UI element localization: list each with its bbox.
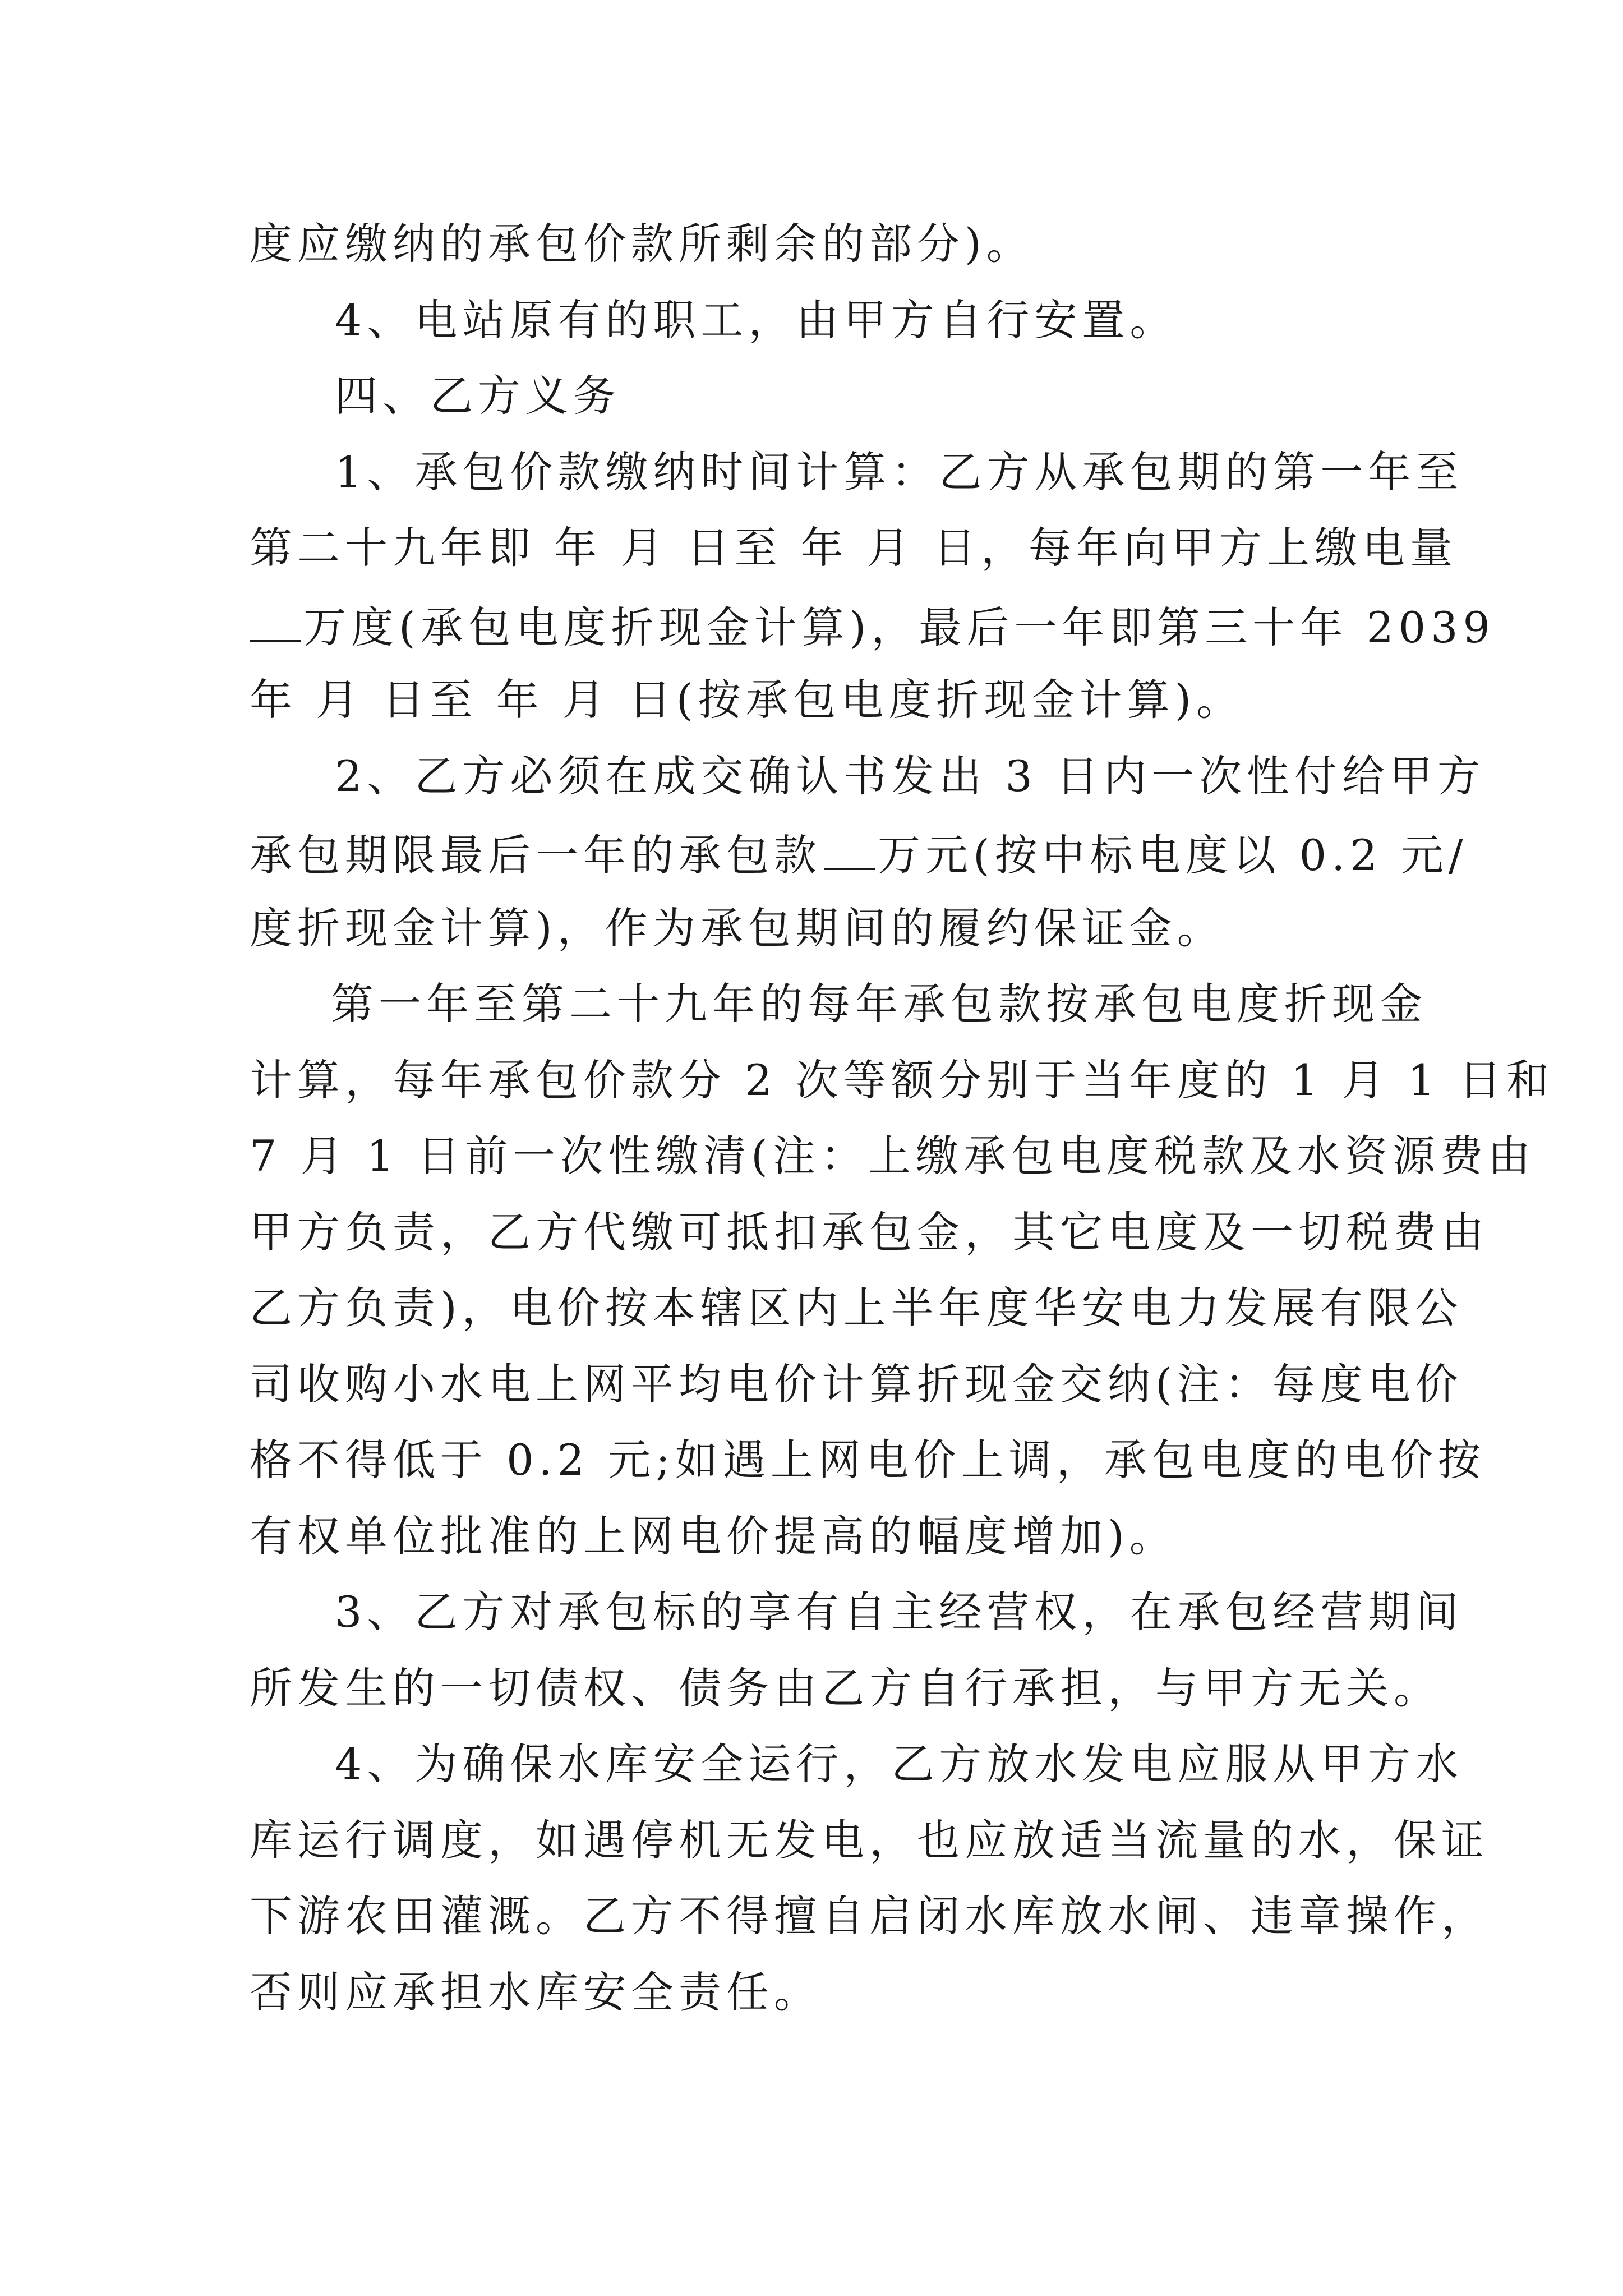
fill-in-blank	[250, 603, 301, 642]
paragraph-line: 有权单位批准的上网电价提高的幅度增加)。	[250, 1511, 1177, 1561]
paragraph-line: 年 月 日至 年 月 日(按承包电度折现金计算)。	[250, 675, 1244, 725]
paragraph-line: 4、为确保水库安全运行，乙方放水发电应服从甲方水	[335, 1739, 1464, 1789]
paragraph-line: 度折现金计算)，作为承包期间的履约保证金。	[250, 903, 1225, 953]
paragraph-line: 所发生的一切债权、债务由乙方自行承担，与甲方无关。	[250, 1663, 1441, 1713]
paragraph-line: 甲方负责，乙方代缴可抵扣承包金，其它电度及一切税费由	[250, 1207, 1489, 1257]
line-text: 万度(承包电度折现金计算)，最后一年即第三十年 2039	[303, 602, 1495, 652]
line-text: 承包期限最后一年的承包款	[250, 830, 822, 880]
paragraph-line: 3、乙方对承包标的享有自主经营权，在承包经营期间	[335, 1587, 1464, 1637]
paragraph-line: 7 月 1 日前一次性缴清(注：上缴承包电度税款及水资源费由	[250, 1131, 1536, 1181]
paragraph-line: 计算，每年承包价款分 2 次等额分别于当年度的 1 月 1 日和	[250, 1055, 1555, 1105]
paragraph-line: 第一年至第二十九年的每年承包款按承包电度折现金	[331, 979, 1427, 1029]
fill-in-blank	[824, 831, 875, 870]
paragraph-line: 度应缴纳的承包价款所剩余的部分)。	[250, 219, 1034, 269]
paragraph-line: 第二十九年即 年 月 日至 年 月 日，每年向甲方上缴电量	[250, 523, 1458, 573]
paragraph-line: 下游农田灌溉。乙方不得擅自启闭水库放水闸、违章操作，	[250, 1891, 1489, 1941]
paragraph-line: 司收购小水电上网平均电价计算折现金交纳(注：每度电价	[250, 1359, 1463, 1409]
paragraph-line	[250, 602, 1495, 652]
paragraph-line: 4、电站原有的职工，由甲方自行安置。	[335, 295, 1178, 345]
paragraph-line: 乙方负责)，电价按本辖区内上半年度华安电力发展有限公	[250, 1283, 1463, 1333]
paragraph-line: 库运行调度，如遇停机无发电，也应放适当流量的水，保证	[250, 1815, 1489, 1865]
paragraph-line: 2、乙方必须在成交确认书发出 3 日内一次性付给甲方	[335, 751, 1486, 801]
paragraph-line	[250, 830, 1468, 880]
paragraph-line: 格不得低于 0.2 元;如遇上网电价上调，承包电度的电价按	[250, 1435, 1486, 1485]
section-heading: 四、乙方义务	[335, 371, 621, 421]
paragraph-line: 否则应承担水库安全责任。	[250, 1967, 822, 2017]
line-text: 万元(按中标电度以 0.2 元/	[878, 830, 1468, 880]
paragraph-line: 1、承包价款缴纳时间计算：乙方从承包期的第一年至	[335, 447, 1464, 497]
